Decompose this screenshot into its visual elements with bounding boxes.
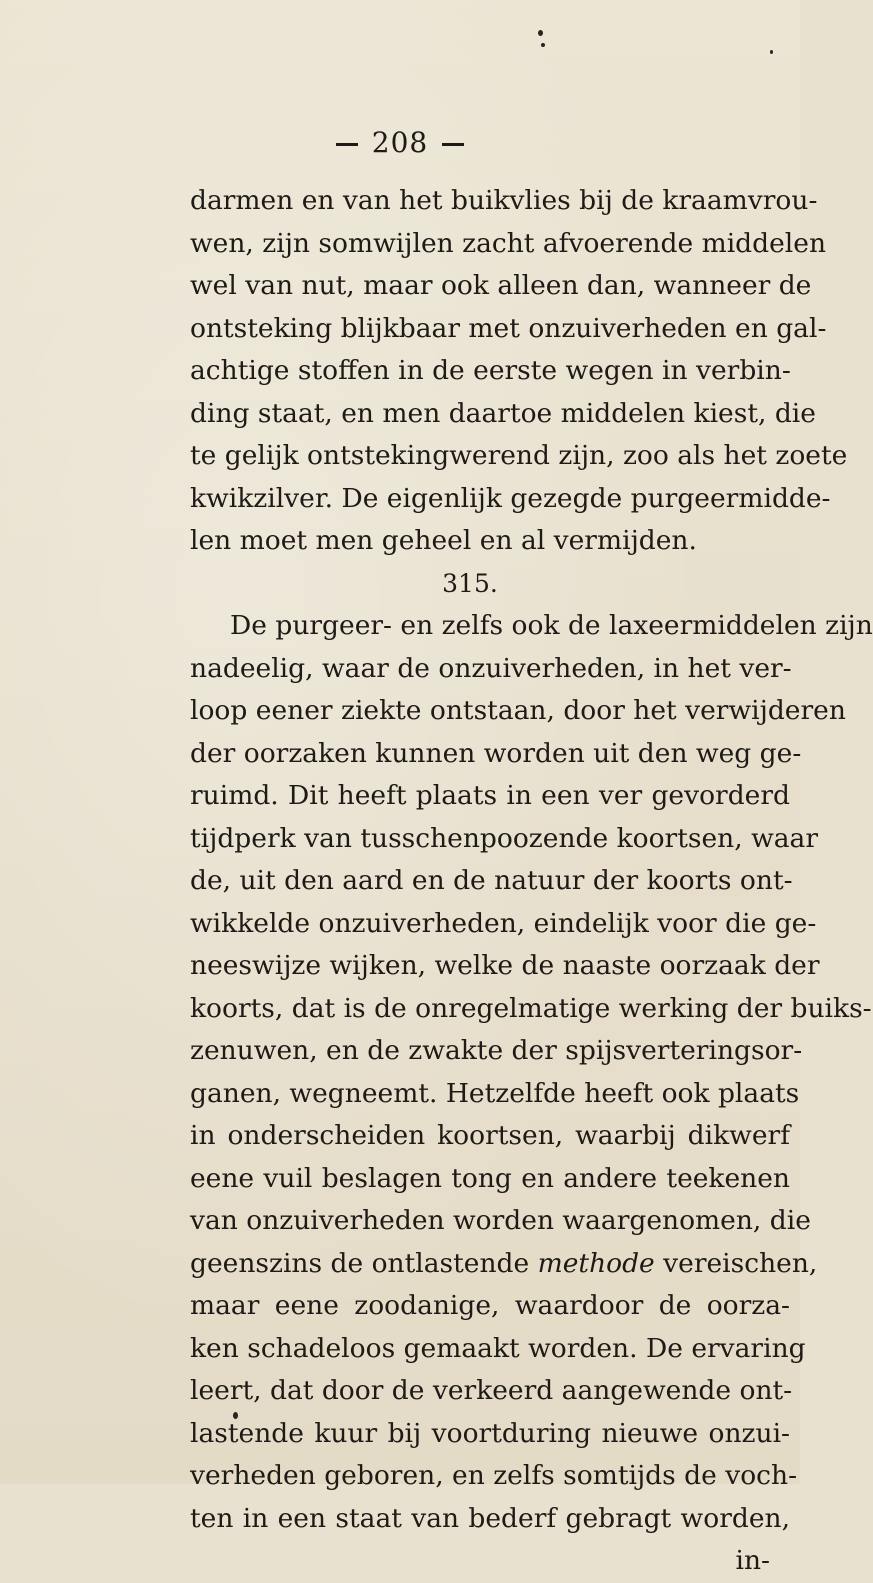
text-line: wel van nut, maar ook alleen dan, wanneer de <box>190 270 812 301</box>
text-line: lastende kuur bij voortduring nieuwe onzui- <box>190 1417 790 1449</box>
page-number-dash-right <box>442 143 464 146</box>
page-number-dash-left <box>336 143 358 146</box>
text-line: ruimd. Dit heeft plaats in een ver gevorderd <box>190 780 790 811</box>
ink-speck <box>541 43 545 47</box>
catchword: in- <box>735 1545 770 1576</box>
text-line: len moet men geheel en al vermijden. <box>190 525 697 556</box>
text-line: verheden geboren, en zelfs somtijds de voch- <box>190 1460 798 1491</box>
ink-speck <box>770 50 773 54</box>
text-line: wen, zijn somwijlen zacht afvoerende middelen <box>190 227 827 259</box>
text-line: tijdperk van tusschenpoozende koortsen, waar <box>190 822 819 854</box>
text-line: neeswijze wijken, welke de naaste oorzaak der <box>190 950 820 981</box>
text-line: in onderscheiden koortsen, waarbij dikwerf <box>190 1120 790 1151</box>
text-line: zenuwen, en de zwakte der spijsverteringsor- <box>190 1035 803 1066</box>
text-line: loop eener ziekte ontstaan, door het verwijderen <box>190 695 846 726</box>
text-fragment: geenszins de ontlastende <box>190 1247 538 1279</box>
italic-term: methode <box>537 1247 655 1279</box>
text-line: de, uit den aard en de natuur der koorts ont- <box>190 865 793 896</box>
text-line: maar eene zoodanige, waardoor de oorza- <box>190 1290 790 1321</box>
text-line: wikkelde onzuiverheden, eindelijk voor die ge- <box>190 907 817 939</box>
text-line: kwikzilver. De eigenlijk gezegde purgeermidde- <box>190 482 831 514</box>
section-number: 315. <box>442 568 498 598</box>
text-line: leert, dat door de verkeerd aangewende ont- <box>190 1375 793 1406</box>
body-text <box>190 180 873 1583</box>
text-fragment: vereischen, <box>654 1247 818 1279</box>
text-line: ten in een staat van bederf gebragt worden, <box>190 1502 790 1534</box>
text-line-with-italic <box>190 1243 818 1286</box>
page-number <box>0 126 800 159</box>
text-line: ding staat, en men daartoe middelen kiest, die <box>190 397 816 429</box>
text-line: ontsteking blijkbaar met onzuiverheden en gal- <box>190 312 827 344</box>
text-line: van onzuiverheden worden waargenomen, die <box>190 1205 811 1236</box>
text-line: der oorzaken kunnen worden uit den weg ge- <box>190 737 802 769</box>
text-line: eene vuil beslagen tong en andere teekenen <box>190 1162 790 1194</box>
ink-speck <box>538 30 543 36</box>
text-line: darmen en van het buikvlies bij de kraamvrou- <box>190 185 818 216</box>
text-line: te gelijk ontstekingwerend zijn, zoo als het zoete <box>190 440 848 471</box>
page-number-text: 208 <box>371 126 429 159</box>
text-line: De purgeer- en zelfs ook de laxeermiddelen zijn <box>230 610 873 641</box>
text-line: ken schadeloos gemaakt worden. De ervaring <box>190 1332 806 1364</box>
text-line: koorts, dat is de onregelmatige werking der buiks- <box>190 992 872 1024</box>
text-line: nadeelig, waar de onzuiverheden, in het ver- <box>190 652 792 684</box>
text-line: achtige stoffen in de eerste wegen in verbin- <box>190 355 791 386</box>
text-line: ganen, wegneemt. Hetzelfde heeft ook plaats <box>190 1077 800 1109</box>
